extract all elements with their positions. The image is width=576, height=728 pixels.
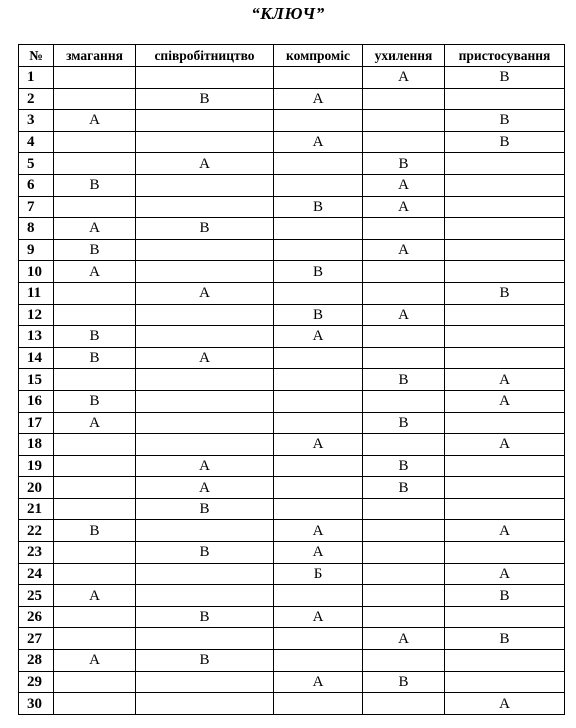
cell-collaboration xyxy=(136,326,274,348)
cell-compromise: А xyxy=(274,88,363,110)
cell-compromise: А xyxy=(274,326,363,348)
cell-collaboration xyxy=(136,110,274,132)
cell-compromise: А xyxy=(274,520,363,542)
table-row xyxy=(19,477,565,499)
cell-collaboration: А xyxy=(136,477,274,499)
cell-accommodation: А xyxy=(445,693,565,715)
cell-avoidance xyxy=(363,585,445,607)
cell-competition: В xyxy=(54,326,136,348)
row-number: 23 xyxy=(19,542,54,564)
cell-competition xyxy=(54,67,136,89)
cell-accommodation: А xyxy=(445,434,565,456)
table-row xyxy=(19,455,565,477)
cell-accommodation xyxy=(445,261,565,283)
cell-accommodation xyxy=(445,542,565,564)
cell-competition: А xyxy=(54,650,136,672)
cell-collaboration xyxy=(136,369,274,391)
row-number: 11 xyxy=(19,282,54,304)
cell-compromise xyxy=(274,369,363,391)
cell-collaboration xyxy=(136,520,274,542)
row-number: 20 xyxy=(19,477,54,499)
cell-avoidance: А xyxy=(363,239,445,261)
cell-compromise xyxy=(274,477,363,499)
cell-accommodation xyxy=(445,606,565,628)
cell-competition xyxy=(54,88,136,110)
cell-compromise: В xyxy=(274,196,363,218)
row-number: 1 xyxy=(19,67,54,89)
cell-collaboration xyxy=(136,196,274,218)
cell-competition xyxy=(54,563,136,585)
cell-compromise xyxy=(274,650,363,672)
table-row xyxy=(19,671,565,693)
cell-accommodation xyxy=(445,153,565,175)
cell-competition xyxy=(54,153,136,175)
cell-collaboration: А xyxy=(136,282,274,304)
row-number: 21 xyxy=(19,498,54,520)
cell-competition xyxy=(54,434,136,456)
cell-collaboration xyxy=(136,563,274,585)
cell-avoidance xyxy=(363,563,445,585)
cell-competition: В xyxy=(54,239,136,261)
table-row xyxy=(19,174,565,196)
row-number: 24 xyxy=(19,563,54,585)
cell-accommodation: В xyxy=(445,131,565,153)
row-number: 13 xyxy=(19,326,54,348)
cell-accommodation: В xyxy=(445,67,565,89)
cell-accommodation xyxy=(445,477,565,499)
row-number: 5 xyxy=(19,153,54,175)
row-number: 3 xyxy=(19,110,54,132)
cell-avoidance xyxy=(363,606,445,628)
cell-collaboration xyxy=(136,693,274,715)
cell-collaboration xyxy=(136,174,274,196)
row-number: 29 xyxy=(19,671,54,693)
cell-compromise: А xyxy=(274,131,363,153)
header-number: № xyxy=(19,45,54,67)
cell-avoidance xyxy=(363,282,445,304)
cell-competition xyxy=(54,282,136,304)
table-row xyxy=(19,520,565,542)
header-collaboration: співробітництво xyxy=(136,45,274,67)
cell-collaboration: В xyxy=(136,606,274,628)
table-row xyxy=(19,239,565,261)
cell-competition: В xyxy=(54,174,136,196)
cell-compromise: Б xyxy=(274,563,363,585)
cell-accommodation xyxy=(445,239,565,261)
table-row xyxy=(19,606,565,628)
cell-competition xyxy=(54,671,136,693)
cell-compromise xyxy=(274,347,363,369)
cell-compromise: А xyxy=(274,434,363,456)
cell-competition: А xyxy=(54,412,136,434)
table-row xyxy=(19,563,565,585)
cell-avoidance xyxy=(363,347,445,369)
table-row xyxy=(19,282,565,304)
cell-accommodation xyxy=(445,498,565,520)
header-compromise: компроміс xyxy=(274,45,363,67)
cell-compromise xyxy=(274,693,363,715)
header-accommodation: пристосування xyxy=(445,45,565,67)
cell-competition xyxy=(54,196,136,218)
cell-collaboration: А xyxy=(136,455,274,477)
cell-competition xyxy=(54,455,136,477)
table-row xyxy=(19,326,565,348)
row-number: 25 xyxy=(19,585,54,607)
cell-compromise xyxy=(274,218,363,240)
cell-avoidance: А xyxy=(363,174,445,196)
cell-avoidance: А xyxy=(363,196,445,218)
cell-accommodation: В xyxy=(445,282,565,304)
cell-accommodation: А xyxy=(445,390,565,412)
cell-accommodation xyxy=(445,650,565,672)
cell-avoidance: В xyxy=(363,369,445,391)
cell-competition: В xyxy=(54,390,136,412)
table-row xyxy=(19,347,565,369)
row-number: 16 xyxy=(19,390,54,412)
table-row xyxy=(19,650,565,672)
cell-competition: В xyxy=(54,347,136,369)
cell-collaboration xyxy=(136,239,274,261)
table-row xyxy=(19,693,565,715)
table-row xyxy=(19,261,565,283)
document-title: “КЛЮЧ” xyxy=(251,4,325,23)
cell-avoidance: В xyxy=(363,455,445,477)
table-header-row xyxy=(19,45,565,67)
cell-competition xyxy=(54,369,136,391)
table-row xyxy=(19,131,565,153)
cell-collaboration xyxy=(136,304,274,326)
cell-competition xyxy=(54,606,136,628)
row-number: 7 xyxy=(19,196,54,218)
table-row xyxy=(19,153,565,175)
cell-compromise xyxy=(274,498,363,520)
cell-collaboration xyxy=(136,434,274,456)
cell-competition xyxy=(54,498,136,520)
cell-avoidance xyxy=(363,110,445,132)
table-row xyxy=(19,88,565,110)
cell-collaboration: В xyxy=(136,542,274,564)
cell-compromise xyxy=(274,282,363,304)
cell-avoidance xyxy=(363,88,445,110)
cell-accommodation: В xyxy=(445,585,565,607)
table-row xyxy=(19,196,565,218)
cell-competition xyxy=(54,304,136,326)
cell-collaboration xyxy=(136,628,274,650)
cell-compromise xyxy=(274,585,363,607)
cell-avoidance xyxy=(363,650,445,672)
cell-accommodation xyxy=(445,347,565,369)
cell-accommodation xyxy=(445,455,565,477)
cell-competition: А xyxy=(54,261,136,283)
cell-avoidance: А xyxy=(363,628,445,650)
cell-collaboration: А xyxy=(136,347,274,369)
cell-collaboration xyxy=(136,131,274,153)
cell-compromise: А xyxy=(274,542,363,564)
cell-accommodation xyxy=(445,218,565,240)
cell-avoidance xyxy=(363,520,445,542)
cell-compromise xyxy=(274,153,363,175)
row-number: 17 xyxy=(19,412,54,434)
cell-avoidance: В xyxy=(363,477,445,499)
cell-competition: В xyxy=(54,520,136,542)
cell-competition xyxy=(54,131,136,153)
answer-key-table xyxy=(18,44,565,715)
cell-compromise xyxy=(274,110,363,132)
table-row xyxy=(19,390,565,412)
cell-collaboration: В xyxy=(136,498,274,520)
cell-compromise: А xyxy=(274,671,363,693)
table-row xyxy=(19,110,565,132)
cell-accommodation xyxy=(445,412,565,434)
cell-compromise xyxy=(274,390,363,412)
cell-collaboration xyxy=(136,671,274,693)
cell-avoidance xyxy=(363,542,445,564)
row-number: 15 xyxy=(19,369,54,391)
row-number: 9 xyxy=(19,239,54,261)
cell-collaboration: В xyxy=(136,650,274,672)
cell-accommodation xyxy=(445,174,565,196)
table-row xyxy=(19,67,565,89)
row-number: 19 xyxy=(19,455,54,477)
table-row xyxy=(19,369,565,391)
cell-accommodation: В xyxy=(445,628,565,650)
cell-avoidance xyxy=(363,326,445,348)
cell-compromise xyxy=(274,67,363,89)
cell-accommodation xyxy=(445,88,565,110)
cell-compromise xyxy=(274,174,363,196)
row-number: 26 xyxy=(19,606,54,628)
cell-avoidance: В xyxy=(363,412,445,434)
cell-competition xyxy=(54,693,136,715)
table-row xyxy=(19,628,565,650)
table-row xyxy=(19,304,565,326)
cell-accommodation: А xyxy=(445,520,565,542)
row-number: 12 xyxy=(19,304,54,326)
cell-avoidance xyxy=(363,261,445,283)
cell-avoidance: В xyxy=(363,671,445,693)
cell-collaboration xyxy=(136,261,274,283)
cell-competition: А xyxy=(54,218,136,240)
cell-avoidance xyxy=(363,131,445,153)
table-row xyxy=(19,434,565,456)
table-row xyxy=(19,498,565,520)
cell-competition: А xyxy=(54,110,136,132)
cell-accommodation xyxy=(445,304,565,326)
row-number: 10 xyxy=(19,261,54,283)
cell-collaboration: А xyxy=(136,153,274,175)
cell-avoidance xyxy=(363,434,445,456)
cell-collaboration: В xyxy=(136,218,274,240)
cell-competition: А xyxy=(54,585,136,607)
cell-collaboration xyxy=(136,412,274,434)
table-body xyxy=(19,67,565,715)
cell-avoidance xyxy=(363,218,445,240)
cell-compromise xyxy=(274,455,363,477)
cell-compromise: В xyxy=(274,304,363,326)
cell-competition xyxy=(54,477,136,499)
row-number: 4 xyxy=(19,131,54,153)
cell-collaboration: В xyxy=(136,88,274,110)
cell-avoidance: В xyxy=(363,153,445,175)
row-number: 2 xyxy=(19,88,54,110)
table-row xyxy=(19,218,565,240)
cell-avoidance: А xyxy=(363,304,445,326)
cell-accommodation: А xyxy=(445,563,565,585)
cell-avoidance xyxy=(363,498,445,520)
cell-avoidance xyxy=(363,390,445,412)
cell-compromise: В xyxy=(274,261,363,283)
cell-accommodation: В xyxy=(445,110,565,132)
table-row xyxy=(19,585,565,607)
cell-accommodation: А xyxy=(445,369,565,391)
row-number: 8 xyxy=(19,218,54,240)
cell-collaboration xyxy=(136,585,274,607)
cell-avoidance: А xyxy=(363,67,445,89)
cell-compromise xyxy=(274,412,363,434)
table-row xyxy=(19,412,565,434)
row-number: 6 xyxy=(19,174,54,196)
row-number: 14 xyxy=(19,347,54,369)
row-number: 28 xyxy=(19,650,54,672)
row-number: 22 xyxy=(19,520,54,542)
cell-collaboration xyxy=(136,67,274,89)
cell-competition xyxy=(54,628,136,650)
row-number: 18 xyxy=(19,434,54,456)
cell-competition xyxy=(54,542,136,564)
table-row xyxy=(19,542,565,564)
cell-compromise xyxy=(274,628,363,650)
header-competition: змагання xyxy=(54,45,136,67)
header-avoidance: ухилення xyxy=(363,45,445,67)
row-number: 30 xyxy=(19,693,54,715)
cell-accommodation xyxy=(445,671,565,693)
row-number: 27 xyxy=(19,628,54,650)
cell-avoidance xyxy=(363,693,445,715)
cell-compromise: А xyxy=(274,606,363,628)
cell-accommodation xyxy=(445,326,565,348)
cell-collaboration xyxy=(136,390,274,412)
cell-accommodation xyxy=(445,196,565,218)
cell-compromise xyxy=(274,239,363,261)
